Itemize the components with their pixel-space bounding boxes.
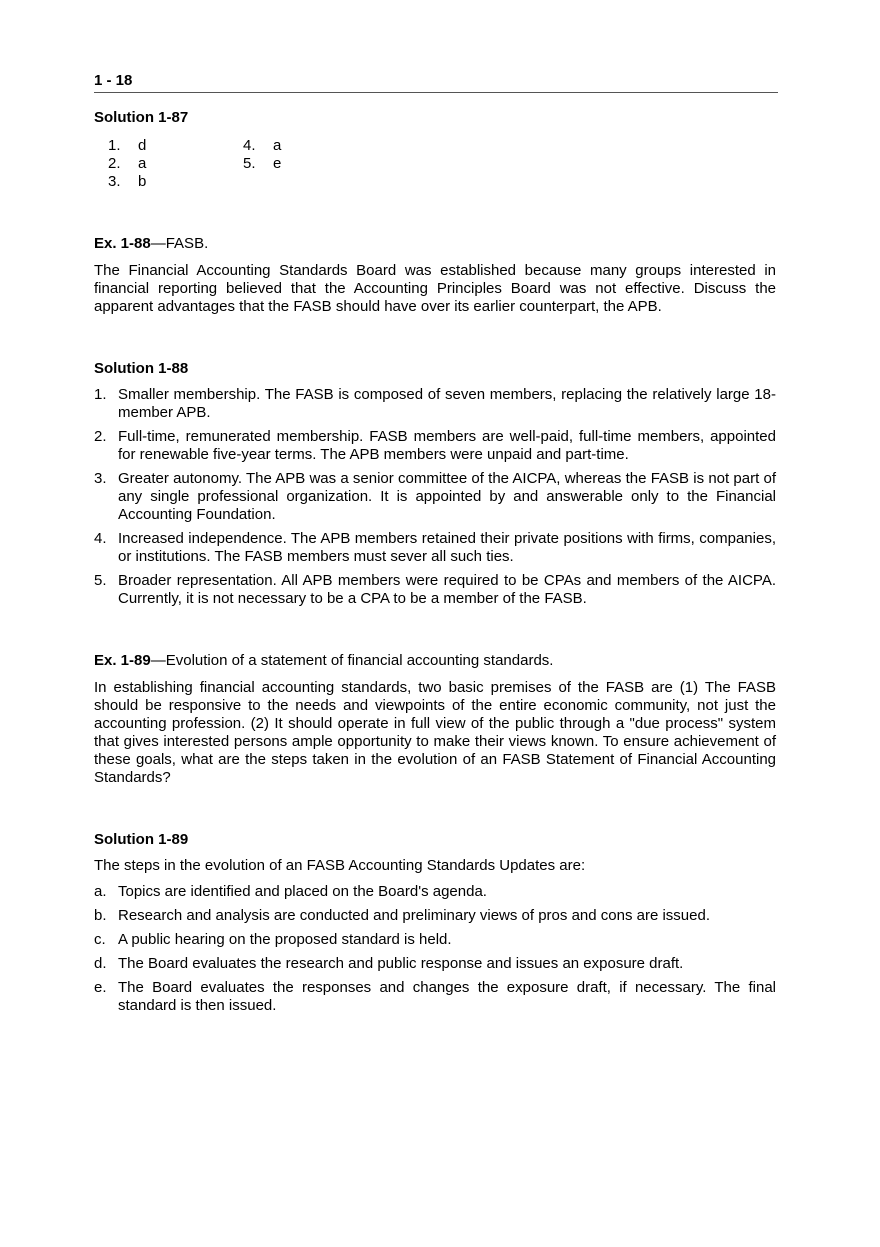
answer-row: 3. b [108, 173, 147, 190]
answer-row: 5. e [243, 155, 282, 172]
solution-1-88-heading: Solution 1-88 [94, 360, 189, 377]
answer-row: 2. a [108, 155, 147, 172]
list-item: e. The Board evaluates the responses and changes the exposure draft, if necessary. The final standard is then issued. [94, 979, 776, 1014]
exercise-1-89-body: In establishing financial accounting standards, two basic premises of the FASB are (1) The FASB should be responsive to the needs and viewpoints of the entire economic community, not just the accounting profession. (2) It should operate in full view of the public through a "due process" system that gives interested persons ample opportunity to make their views known. To ensure achievement of these goals, what are the steps taken in the evolution of an FASB Statement of Financial Accounting Standards? [94, 679, 776, 786]
solution-1-89-intro: The steps in the evolution of an FASB Accounting Standards Updates are: [94, 857, 586, 874]
solution-1-89-heading: Solution 1-89 [94, 831, 189, 848]
page-number: 1 - 18 [94, 72, 133, 89]
list-item: b. Research and analysis are conducted and preliminary views of pros and cons are issued. [94, 907, 710, 924]
header-rule [94, 92, 778, 93]
list-item: d. The Board evaluates the research and public response and issues an exposure draft. [94, 955, 684, 972]
exercise-1-89-title: Ex. 1-89—Evolution of a statement of financial accounting standards. [94, 652, 554, 669]
list-item: 5. Broader representation. All APB members were required to be CPAs and members of the AICPA. Currently, it is not necessary to be a CPA to be a member of the FASB. [94, 572, 776, 607]
page-content [94, 109, 776, 1021]
answer-row: 1. d [108, 137, 147, 154]
list-item: 3. Greater autonomy. The APB was a senior committee of the AICPA, whereas the FASB is not part of any single professional organization. It is appointed by and answerable only to the Financial Accounting Foundation. [94, 470, 776, 523]
answer-row: 4. a [243, 137, 282, 154]
list-item: 1. Smaller membership. The FASB is composed of seven members, replacing the relatively large 18-member APB. [94, 386, 776, 421]
list-item: 2. Full-time, remunerated membership. FASB members are well-paid, full-time members, appointed for renewable five-year terms. The APB members were unpaid and part-time. [94, 428, 776, 463]
solution-1-87-heading: Solution 1-87 [94, 109, 189, 126]
solution-1-89-list [94, 883, 776, 1015]
list-item: a. Topics are identified and placed on the Board's agenda. [94, 883, 487, 900]
solution-1-87-answers [108, 137, 776, 191]
exercise-1-88-title: Ex. 1-88—FASB. [94, 235, 209, 252]
list-item: 4. Increased independence. The APB members retained their private positions with firms, companies, or institutions. The FASB members must sever all such ties. [94, 530, 776, 565]
exercise-1-88-body: The Financial Accounting Standards Board was established because many groups interested in financial reporting believed that the Accounting Principles Board was not effective. Discuss the apparent advantages that the FASB should have over its earlier counterpart, the APB. [94, 262, 776, 315]
solution-1-88-list [94, 386, 776, 608]
list-item: c. A public hearing on the proposed standard is held. [94, 931, 452, 948]
